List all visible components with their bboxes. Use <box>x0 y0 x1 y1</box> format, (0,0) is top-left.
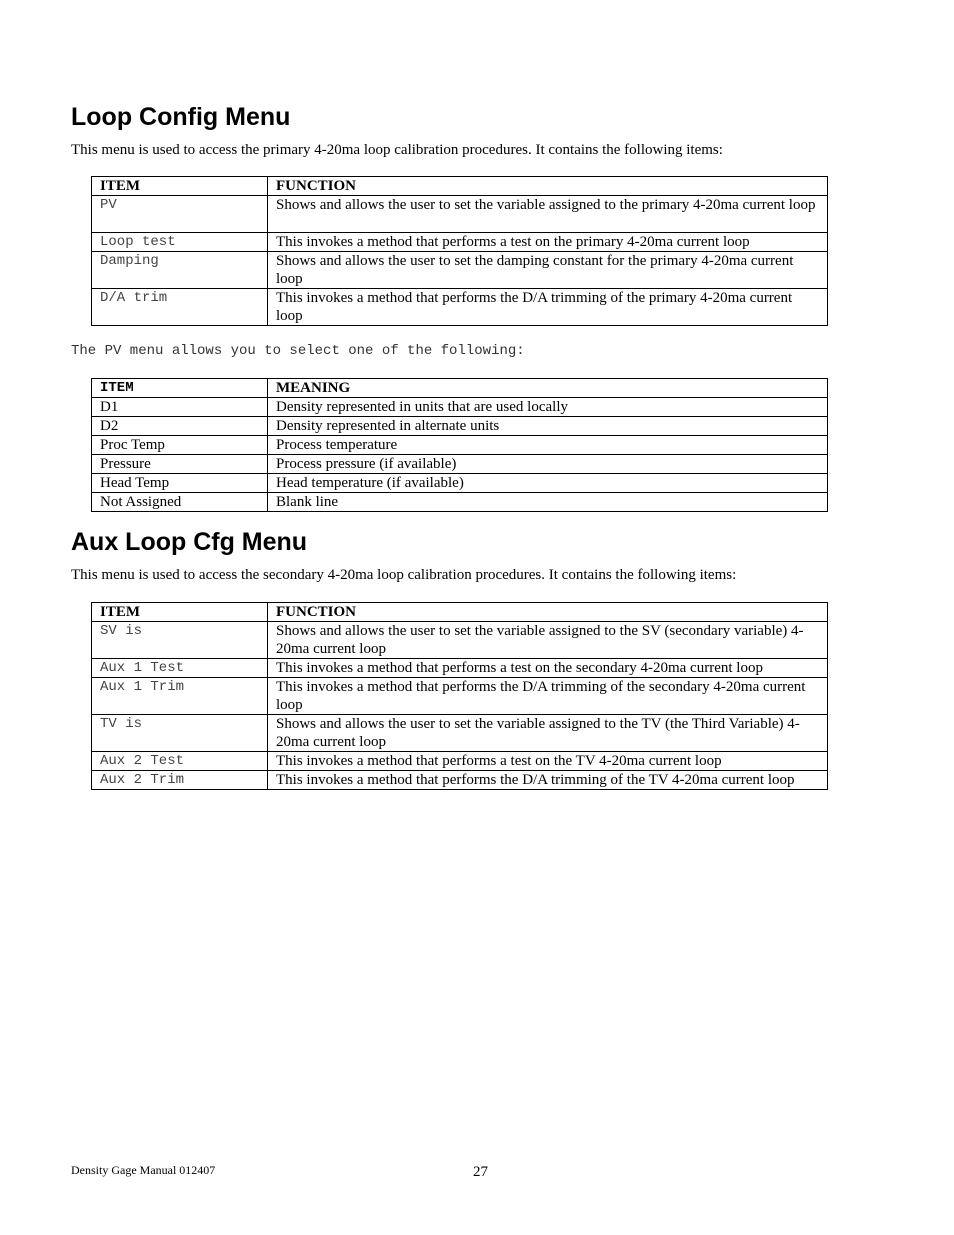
function-cell: This invokes a method that performs a test on the secondary 4-20ma current loop <box>268 659 828 678</box>
function-cell: This invokes a method that performs the D/A trimming of the secondary 4-20ma current loop <box>268 678 828 715</box>
column-header-item: ITEM <box>92 603 268 622</box>
meaning-cell: Density represented in alternate units <box>268 417 828 436</box>
meaning-cell: Process pressure (if available) <box>268 455 828 474</box>
table-row <box>92 474 828 493</box>
footer-page-number: 27 <box>473 1164 488 1180</box>
item-cell: Damping <box>92 252 268 289</box>
column-header-function: FUNCTION <box>268 603 828 622</box>
function-cell: Shows and allows the user to set the variable assigned to the TV (the Third Variable) 4-20ma current loop <box>268 715 828 752</box>
table-row <box>92 622 828 659</box>
table-row <box>92 771 828 790</box>
table-header-row <box>92 379 828 398</box>
function-cell: Shows and allows the user to set the variable assigned to the primary 4-20ma current loop <box>268 196 828 233</box>
meaning-cell: Density represented in units that are used locally <box>268 398 828 417</box>
item-cell: PV <box>92 196 268 233</box>
function-cell: Shows and allows the user to set the variable assigned to the SV (secondary variable) 4-20ma current loop <box>268 622 828 659</box>
function-cell: This invokes a method that performs the D/A trimming of the TV 4-20ma current loop <box>268 771 828 790</box>
function-cell: This invokes a method that performs a test on the primary 4-20ma current loop <box>268 233 828 252</box>
function-cell: This invokes a method that performs the D/A trimming of the primary 4-20ma current loop <box>268 289 828 326</box>
item-cell: Aux 1 Test <box>92 659 268 678</box>
table-header-row <box>92 177 828 196</box>
item-cell: Head Temp <box>92 474 268 493</box>
item-cell: Proc Temp <box>92 436 268 455</box>
column-header-function: FUNCTION <box>268 177 828 196</box>
loop-config-intro: This menu is used to access the primary 4-20ma loop calibration procedures. It contains the following items: <box>71 142 723 158</box>
column-header-meaning: MEANING <box>268 379 828 398</box>
function-cell: Shows and allows the user to set the damping constant for the primary 4-20ma current loop <box>268 252 828 289</box>
table-row <box>92 659 828 678</box>
table-row <box>92 196 828 233</box>
column-header-item: ITEM <box>92 379 268 398</box>
table-row <box>92 289 828 326</box>
table-row <box>92 678 828 715</box>
function-cell: This invokes a method that performs a test on the TV 4-20ma current loop <box>268 752 828 771</box>
footer-document-name: Density Gage Manual 012407 <box>71 1163 216 1177</box>
table-row <box>92 436 828 455</box>
item-cell: TV is <box>92 715 268 752</box>
pv-menu-intro: The PV menu allows you to select one of the following: <box>71 343 525 359</box>
meaning-cell: Blank line <box>268 493 828 512</box>
aux-loop-heading: Aux Loop Cfg Menu <box>71 528 308 556</box>
aux-loop-table <box>91 602 828 790</box>
item-cell: Aux 2 Trim <box>92 771 268 790</box>
column-header-item: ITEM <box>92 177 268 196</box>
item-cell: D/A trim <box>92 289 268 326</box>
meaning-cell: Head temperature (if available) <box>268 474 828 493</box>
table-row <box>92 752 828 771</box>
loop-config-heading: Loop Config Menu <box>71 103 291 131</box>
loop-config-table <box>91 176 828 326</box>
pv-menu-table <box>91 378 828 512</box>
table-row <box>92 398 828 417</box>
table-row <box>92 233 828 252</box>
table-row <box>92 455 828 474</box>
item-cell: D1 <box>92 398 268 417</box>
table-row <box>92 252 828 289</box>
item-cell: Aux 2 Test <box>92 752 268 771</box>
table-row <box>92 417 828 436</box>
item-cell: Pressure <box>92 455 268 474</box>
table-row <box>92 715 828 752</box>
item-cell: D2 <box>92 417 268 436</box>
item-cell: Not Assigned <box>92 493 268 512</box>
item-cell: Aux 1 Trim <box>92 678 268 715</box>
item-cell: SV is <box>92 622 268 659</box>
aux-loop-intro: This menu is used to access the secondary 4-20ma loop calibration procedures. It contains the following items: <box>71 567 737 583</box>
table-header-row <box>92 603 828 622</box>
table-row <box>92 493 828 512</box>
meaning-cell: Process temperature <box>268 436 828 455</box>
item-cell: Loop test <box>92 233 268 252</box>
